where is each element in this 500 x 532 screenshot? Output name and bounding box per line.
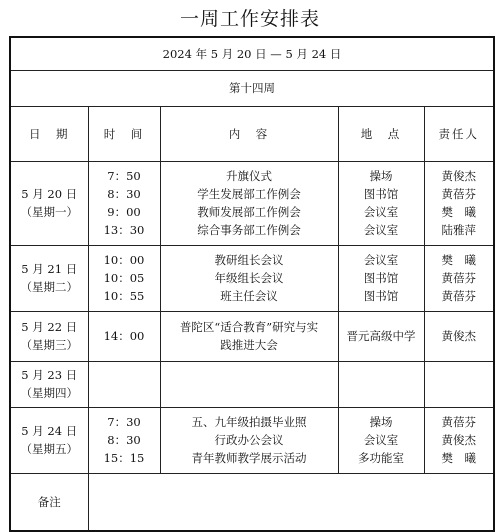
content-item: 普陀区“适合教育”研究与实	[179, 320, 319, 334]
content-item: 班主任会议	[220, 289, 278, 303]
content-item: 五、九年级拍摄毕业照	[191, 415, 307, 429]
notes-label: 备注	[10, 473, 88, 531]
table-row	[10, 407, 494, 473]
place-item: 图书馆	[363, 289, 399, 303]
time-item: 15：15	[103, 451, 145, 465]
day-weekday: （星期二）	[20, 280, 78, 294]
table-row	[10, 161, 494, 245]
person-item: 黄俊杰	[441, 329, 477, 343]
time-item: 8：30	[107, 187, 141, 201]
header-content: 内 容	[160, 106, 338, 161]
day-date: 5 月 23 日	[21, 368, 78, 382]
person-item: 樊 曦	[441, 451, 477, 465]
content-item: 学生发展部工作例会	[197, 187, 301, 201]
header-time: 时 间	[88, 106, 160, 161]
person-item: 黄蓓芬	[441, 415, 477, 429]
content-item: 教师发展部工作例会	[197, 205, 301, 219]
person-cell	[424, 407, 494, 473]
time-item: 14：00	[103, 329, 145, 343]
header-person: 责任人	[424, 106, 494, 161]
header-date: 日 期	[10, 106, 88, 161]
place-item: 操场	[369, 169, 393, 183]
content-item: 教研组长会议	[214, 253, 284, 267]
place-item: 会议室	[363, 433, 399, 447]
person-item: 樊 曦	[441, 253, 477, 267]
person-item: 陆雅萍	[441, 223, 477, 237]
person-item: 黄蓓芬	[441, 271, 477, 285]
time-cell	[88, 311, 160, 361]
time-item: 8：30	[107, 433, 141, 447]
place-item: 晋元高级中学	[346, 329, 416, 343]
day-weekday: （星期一）	[20, 205, 78, 219]
content-item: 践推进大会	[220, 338, 278, 352]
place-cell	[338, 311, 424, 361]
table-row	[10, 245, 494, 311]
content-item: 青年教师教学展示活动	[191, 451, 307, 465]
content-cell	[160, 311, 338, 361]
time-item: 10：55	[103, 289, 145, 303]
person-cell	[424, 311, 494, 361]
content-cell	[160, 361, 338, 407]
day-cell	[10, 161, 88, 245]
content-item: 综合事务部工作例会	[197, 223, 301, 237]
place-cell	[338, 361, 424, 407]
time-item: 10：00	[103, 253, 145, 267]
day-weekday: （星期五）	[20, 442, 78, 456]
day-cell	[10, 407, 88, 473]
person-cell	[424, 361, 494, 407]
table-row	[10, 311, 494, 361]
place-cell	[338, 245, 424, 311]
time-item: 7：50	[107, 169, 141, 183]
day-date: 5 月 20 日	[21, 187, 78, 201]
time-cell	[88, 361, 160, 407]
time-cell	[88, 407, 160, 473]
day-cell	[10, 311, 88, 361]
time-item: 13：30	[103, 223, 145, 237]
place-item: 图书馆	[363, 271, 399, 285]
person-item: 樊 曦	[441, 205, 477, 219]
day-date: 5 月 22 日	[21, 320, 78, 334]
day-date: 5 月 24 日	[21, 424, 78, 438]
day-cell	[10, 245, 88, 311]
notes-content	[88, 473, 494, 531]
place-item: 会议室	[363, 253, 399, 267]
notes-row	[10, 473, 494, 531]
person-item: 黄俊杰	[441, 169, 477, 183]
person-cell	[424, 245, 494, 311]
place-cell	[338, 407, 424, 473]
content-item: 升旗仪式	[226, 169, 272, 183]
time-item: 10：05	[103, 271, 145, 285]
content-item: 年级组长会议	[214, 271, 284, 285]
content-item: 行政办公会议	[214, 433, 284, 447]
schedule-table	[9, 36, 495, 532]
person-cell	[424, 161, 494, 245]
table-row	[10, 361, 494, 407]
place-item: 会议室	[363, 205, 399, 219]
day-cell	[10, 361, 88, 407]
place-item: 操场	[369, 415, 393, 429]
time-item: 7：30	[107, 415, 141, 429]
day-weekday: （星期四）	[20, 386, 78, 400]
header-place: 地 点	[338, 106, 424, 161]
time-cell	[88, 245, 160, 311]
day-weekday: （星期三）	[20, 338, 78, 352]
place-item: 图书馆	[363, 187, 399, 201]
time-item: 9：00	[107, 205, 141, 219]
date-range: 2024 年 5 月 20 日 — 5 月 24 日	[10, 37, 494, 70]
page-title: 一周工作安排表	[179, 8, 320, 30]
content-cell	[160, 161, 338, 245]
place-cell	[338, 161, 424, 245]
place-item: 会议室	[363, 223, 399, 237]
person-item: 黄蓓芬	[441, 289, 477, 303]
person-item: 黄俊杰	[441, 433, 477, 447]
week-label: 第十四周	[10, 70, 494, 106]
content-cell	[160, 407, 338, 473]
place-item: 多功能室	[358, 451, 404, 465]
time-cell	[88, 161, 160, 245]
content-cell	[160, 245, 338, 311]
day-date: 5 月 21 日	[21, 262, 78, 276]
person-item: 黄蓓芬	[441, 187, 477, 201]
